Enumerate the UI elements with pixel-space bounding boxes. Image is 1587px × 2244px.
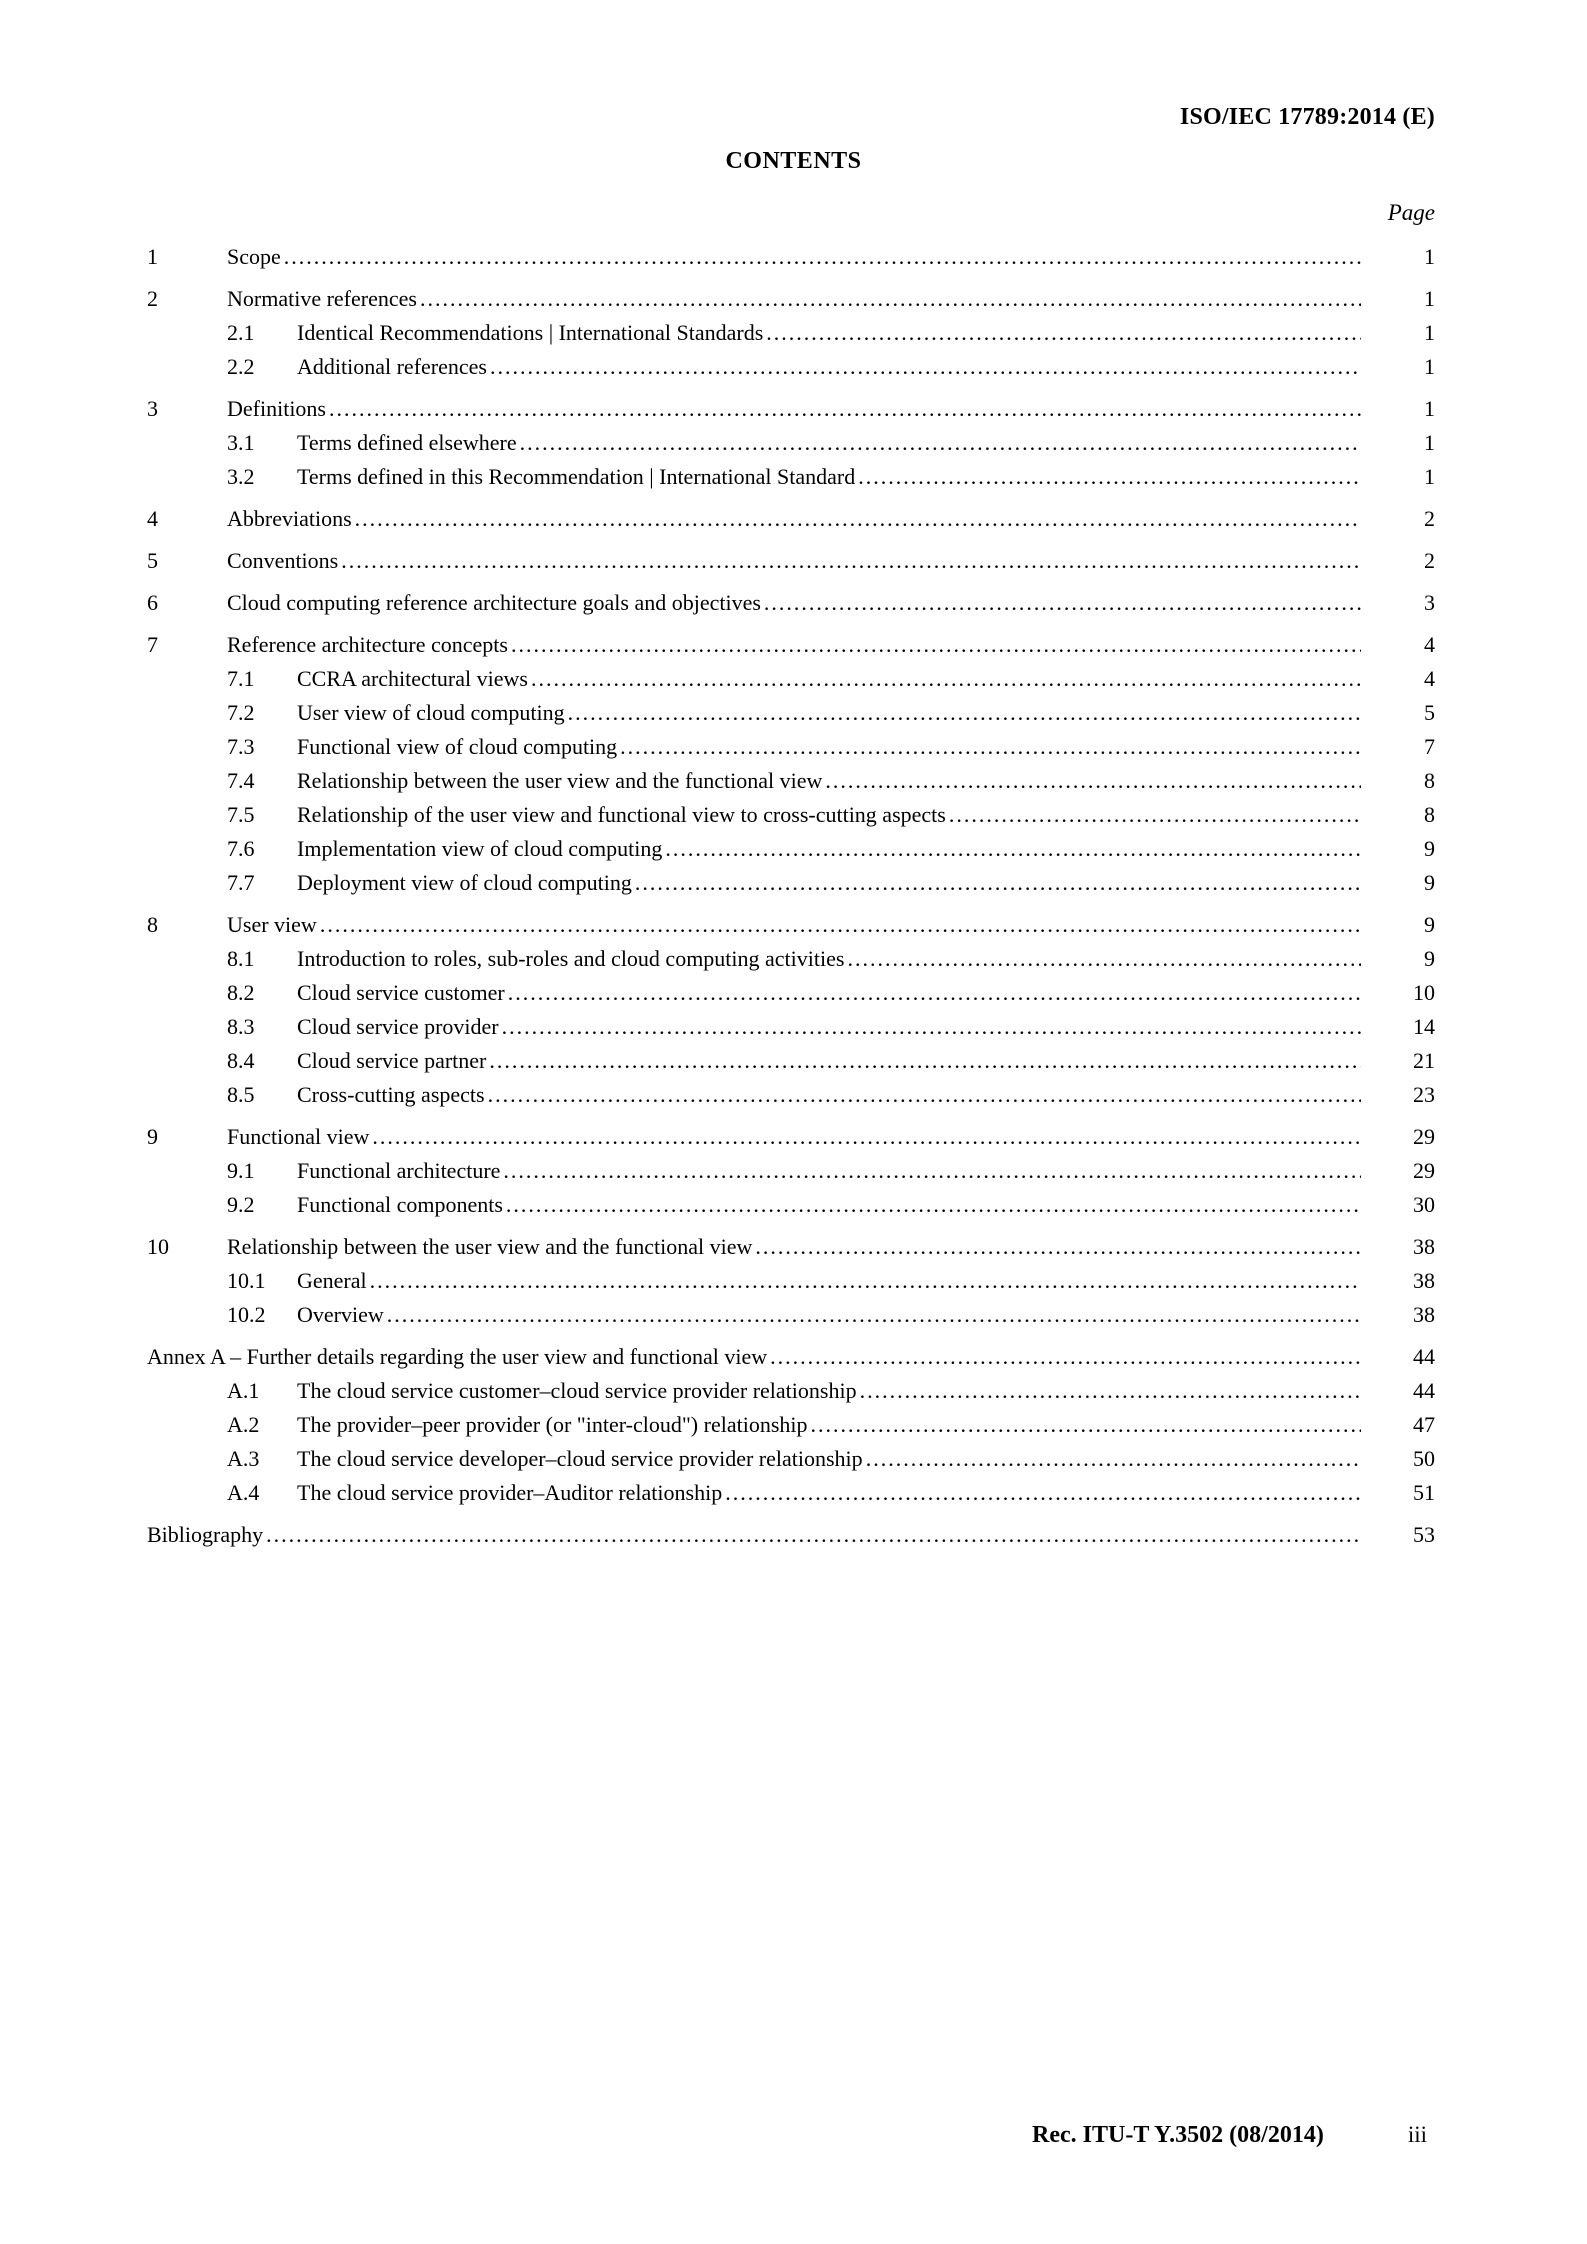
toc-entry [147,1268,1435,1294]
toc-entry-label: Functional view of cloud computing [297,734,618,759]
dot-leader [825,768,1361,794]
toc-entry-number: 3.1 [227,430,255,455]
toc-entry-label: The cloud service customer–cloud service provider relationship [297,1378,857,1403]
toc-entry [147,1480,1435,1506]
toc-entry [147,1192,1435,1218]
toc-entry-page: 50 [1413,1446,1435,1471]
toc-entry-page: 51 [1413,1480,1435,1505]
toc-entry-number: A.2 [227,1412,260,1437]
toc-entry-page: 4 [1424,632,1435,657]
toc-entry-label: The cloud service provider–Auditor relationship [297,1480,723,1505]
toc-list [147,244,1435,1548]
toc-entry-label: Introduction to roles, sub-roles and cloud computing activities [297,946,845,971]
dot-leader [520,430,1361,456]
toc-entry [147,1014,1435,1040]
toc-entry-number: 2.1 [227,320,255,345]
toc-entry-page: 9 [1424,946,1435,971]
dot-leader [866,1446,1361,1472]
toc-entry-page: 23 [1413,1082,1435,1107]
dot-leader [502,1014,1361,1040]
toc-entry-page: 1 [1424,464,1435,489]
toc-entry-number: 7.1 [227,666,255,691]
toc-entry-label: Overview [297,1302,384,1327]
contents-title: CONTENTS [725,148,862,174]
toc-entry [147,1302,1435,1328]
toc-entry-number: 2.2 [227,354,255,379]
toc-entry [147,768,1435,794]
toc-entry-label: Cloud service customer [297,980,505,1005]
dot-leader [329,396,1361,422]
toc-entry-page: 9 [1424,870,1435,895]
toc-entry-label: Relationship between the user view and the functional view [227,1234,753,1259]
toc-entry-label: Terms defined elsewhere [297,430,517,455]
toc-entry-number: 1 [147,244,158,269]
page-column-label: Page [1387,200,1435,225]
toc-entry-number: A.4 [227,1480,260,1505]
toc-entry-page: 1 [1424,396,1435,421]
toc-entry [147,1344,1435,1370]
toc-entry-label: Conventions [227,548,339,573]
toc-entry-label: Identical Recommendations | International Standards [297,320,764,345]
toc-entry-number: 3.2 [227,464,255,489]
toc-entry-label: User view [227,912,317,937]
toc-entry-number: 8.4 [227,1048,255,1073]
toc-entry [147,802,1435,828]
toc-entry-label: Abbreviations [227,506,352,531]
toc-entry-label: CCRA architectural views [297,666,528,691]
dot-leader [489,1048,1361,1074]
dot-leader [506,1192,1361,1218]
toc-entry-label: Functional components [297,1192,503,1217]
dot-leader [284,244,1361,270]
toc-entry-page: 38 [1413,1234,1435,1259]
dot-leader [860,1378,1361,1404]
dot-leader [387,1302,1361,1328]
toc-entry-label: The provider–peer provider (or "inter-cloud") relationship [297,1412,808,1437]
toc-entry-number: 7.3 [227,734,255,759]
toc-entry-label: Functional view [227,1124,370,1149]
toc-entry-number: 8.5 [227,1082,255,1107]
toc-entry-page: 47 [1413,1412,1435,1437]
toc-entry-number: 7.6 [227,836,255,861]
toc-entry-number: 8.2 [227,980,255,1005]
toc-entry-page: 4 [1424,666,1435,691]
toc-entry-page: 3 [1424,590,1435,615]
toc-entry-number: 9.2 [227,1192,255,1217]
toc-entry [147,1522,1435,1548]
dot-leader [370,1268,1361,1294]
toc-entry [147,396,1435,422]
toc-entry-number: 8 [147,912,158,937]
toc-entry-number: 8.3 [227,1014,255,1039]
dot-leader [847,946,1361,972]
toc-entry-page: 44 [1413,1378,1435,1403]
toc-entry-label: Bibliography [147,1522,264,1547]
footer-page-number: iii [1407,2122,1427,2147]
toc-entry [147,590,1435,616]
toc-entry [147,632,1435,658]
dot-leader [503,1158,1361,1184]
toc-entry [147,1048,1435,1074]
toc-entry [147,464,1435,490]
toc-entry-page: 53 [1413,1522,1435,1547]
toc-entry-page: 29 [1413,1158,1435,1183]
toc-entry-page: 10 [1413,980,1435,1005]
page-footer [1032,2122,1427,2149]
toc-entry [147,734,1435,760]
dot-leader [811,1412,1361,1438]
toc-entry-page: 2 [1424,548,1435,573]
toc-entry-page: 7 [1424,734,1435,759]
toc-entry-label: Normative references [227,286,417,311]
toc-entry-number: 7.7 [227,870,255,895]
document-id: ISO/IEC 17789:2014 (E) [1179,104,1435,130]
toc-entry [147,1234,1435,1260]
toc-entry [147,1446,1435,1472]
toc-entry-page: 9 [1424,912,1435,937]
toc-entry-number: 9.1 [227,1158,255,1183]
toc-entry-number: 7 [147,632,158,657]
toc-entry [147,430,1435,456]
dot-leader [635,870,1361,896]
dot-leader [420,286,1361,312]
toc-entry [147,836,1435,862]
toc-entry-page: 21 [1413,1048,1435,1073]
toc-entry-number: 3 [147,396,158,421]
toc-entry-page: 29 [1413,1124,1435,1149]
toc-entry-number: 6 [147,590,158,615]
dot-leader [620,734,1361,760]
toc-entry-number: A.3 [227,1446,260,1471]
toc-entry [147,548,1435,574]
dot-leader [508,980,1361,1006]
toc-entry-label: Annex A – Further details regarding the user view and functional view [147,1344,768,1369]
toc-entry-label: Deployment view of cloud computing [297,870,632,895]
toc-entry-page: 30 [1413,1192,1435,1217]
toc-entry-label: Cloud service partner [297,1048,487,1073]
dot-leader [764,590,1361,616]
dot-leader [320,912,1361,938]
toc-entry-label: Additional references [297,354,487,379]
dot-leader [266,1522,1361,1548]
toc-entry-page: 8 [1424,768,1435,793]
toc-entry [147,1378,1435,1404]
toc-entry [147,244,1435,270]
toc-entry [147,700,1435,726]
toc-entry [147,1082,1435,1108]
toc-entry-label: Definitions [227,396,326,421]
toc-entry [147,980,1435,1006]
toc-entry-number: 10.2 [227,1302,266,1327]
dot-leader [341,548,1361,574]
toc-entry [147,320,1435,346]
toc-entry-label: Terms defined in this Recommendation | International Standard [297,464,856,489]
toc-entry-page: 8 [1424,802,1435,827]
toc-entry-number: 4 [147,506,158,531]
toc-entry-page: 5 [1424,700,1435,725]
dot-leader [531,666,1361,692]
toc-entry [147,946,1435,972]
toc-entry-page: 1 [1424,320,1435,345]
dot-leader [766,320,1361,346]
dot-leader [858,464,1361,490]
toc-entry-number: 8.1 [227,946,255,971]
dot-leader [511,632,1361,658]
toc-entry-label: Scope [227,244,281,269]
footer-recommendation: Rec. ITU-T Y.3502 (08/2014) [1032,2122,1324,2148]
toc-entry-number: 10 [147,1234,169,1259]
dot-leader [770,1344,1361,1370]
toc-entry [147,286,1435,312]
toc-entry-label: General [297,1268,367,1293]
toc-entry-page: 2 [1424,506,1435,531]
dot-leader [949,802,1361,828]
toc-entry-number: 2 [147,286,158,311]
toc-entry [147,666,1435,692]
toc-entry-page: 14 [1413,1014,1435,1039]
toc-entry-page: 1 [1424,244,1435,269]
dot-leader [490,354,1361,380]
toc-entry-label: Cloud service provider [297,1014,499,1039]
toc-entry [147,870,1435,896]
toc-entry-label: Relationship of the user view and functional view to cross-cutting aspects [297,802,946,827]
dot-leader [372,1124,1361,1150]
toc-entry-label: Reference architecture concepts [227,632,508,657]
dot-leader [488,1082,1361,1108]
toc-entry-page: 1 [1424,430,1435,455]
toc-entry [147,354,1435,380]
toc-entry-page: 38 [1413,1302,1435,1327]
toc-entry-label: Functional architecture [297,1158,501,1183]
dot-leader [355,506,1361,532]
toc-entry [147,1412,1435,1438]
toc-entry-label: Cloud computing reference architecture goals and objectives [227,590,761,615]
dot-leader [755,1234,1361,1260]
toc-entry-number: 7.4 [227,768,255,793]
toc-entry [147,506,1435,532]
toc-entry-page: 9 [1424,836,1435,861]
toc-entry-page: 1 [1424,286,1435,311]
toc-entry [147,1124,1435,1150]
dot-leader [725,1480,1361,1506]
toc-entry-label: Cross-cutting aspects [297,1082,485,1107]
dot-leader [665,836,1361,862]
toc-entry-number: 7.5 [227,802,255,827]
toc-entry-number: 7.2 [227,700,255,725]
toc-entry-label: Implementation view of cloud computing [297,836,663,861]
toc-entry-number: A.1 [227,1378,260,1403]
toc-entry-label: Relationship between the user view and the functional view [297,768,823,793]
toc-entry-number: 9 [147,1124,158,1149]
toc-entry-label: User view of cloud computing [297,700,565,725]
toc-entry [147,1158,1435,1184]
toc-entry-number: 10.1 [227,1268,266,1293]
dot-leader [568,700,1361,726]
toc-entry-page: 44 [1413,1344,1435,1369]
toc-entry-page: 38 [1413,1268,1435,1293]
toc-entry [147,912,1435,938]
toc-entry-label: The cloud service developer–cloud service provider relationship [297,1446,863,1471]
toc-entry-number: 5 [147,548,158,573]
toc-entry-page: 1 [1424,354,1435,379]
